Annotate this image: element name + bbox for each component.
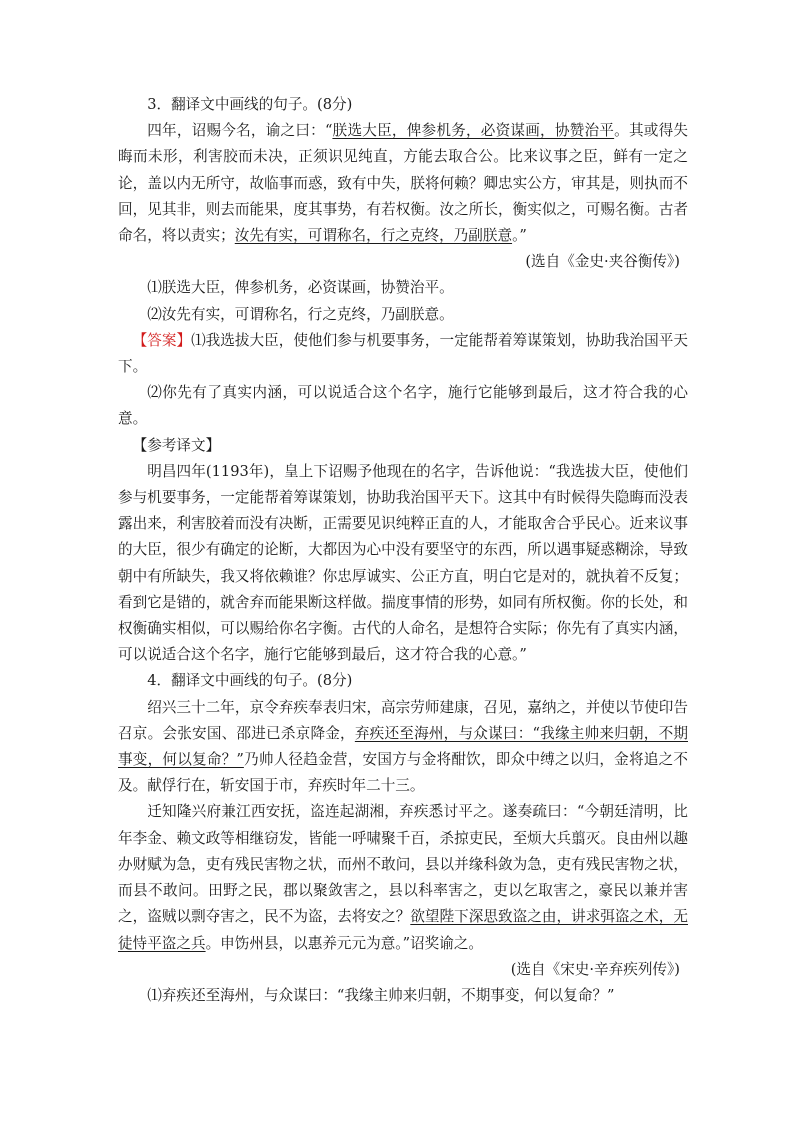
reference-translation-label: 【参考译文】	[132, 436, 221, 454]
underlined-sentence-3: 弃疾还至海州，与众谋曰：“我缘主帅来归朝，不期事变，何以复命？”	[118, 724, 688, 769]
question-3-answer-2: ⑵你先有了真实内涵，可以说适合这个名字，施行它能够到最后，这才符合我的心意。	[118, 384, 688, 428]
question-4-passage-1: 绍兴三十二年，京令弃疾奉表归宋，高宗劳师建康，召见，嘉纳之，并使以节使印告召京。会张安国、邵进已杀京降金，弃疾还至海州，与众谋曰：“我缘主帅来归朝，不期事变，何以复命？”乃帅人径趋金营，安国方与金将酣饮，即众中缚之以归，金将追之不及。献俘行在，斩安国于市，弃疾时年二十三。	[118, 698, 688, 795]
question-3-passage: 四年，诏赐今名，谕之曰：“朕选大臣，俾参机务，必资谋画，协赞治平。其或得失晦而未形，利害胶而未决，正须识见纯直，方能去取合公。比来议事之臣，鲜有一定之论，盖以内无所守，故临事而惑，致有中失，朕将何赖？卿忠实公方，审其是，则执而不回，见其非，则去而能果，度其事势，有若权衡。汝之所长，衡实似之，可赐名衡。古者命名，将以责实；汝先有实，可谓称名，行之克终，乃副朕意。”	[118, 122, 688, 245]
question-3-item-1: ⑴朕选大臣，俾参机务，必资谋画，协赞治平。	[147, 279, 454, 297]
reference-translation: 明昌四年(1193年)，皇上下诏赐予他现在的名字，告诉他说：“我选拔大臣，使他们参与机要事务，一定能帮着筹谋策划，协助我治国平天下。这其中有时候得失隐晦而没表露出来，利害胶着而没有决断，正需要见识纯粹正直的人，才能取舍合乎民心。近来议事的大臣，很少有确定的论断，大都因为心中没有要坚守的东西，所以遇事疑惑糊涂，导致朝中有所缺失，我又将依赖谁？你忠厚诚实、公正方直，明白它是对的，就执着不反复；看到它是错的，就舍弃而能果断这样做。揣度事情的形势，如同有所权衡。你的长处，和权衡确实相似，可以赐给你名字衡。古代的人命名，是想符合实际；你先有了真实内涵，可以说适合这个名字，施行它能够到最后，这才符合我的心意。”	[118, 462, 688, 664]
question-3-source: (选自《金史·夹谷衡传》)	[525, 253, 680, 271]
question-4-passage-2: 迁知隆兴府兼江西安抚，盗连起湖湘，弃疾悉讨平之。遂奏疏曰：“今朝廷清明，比年李金、赖文政等相继窃发，皆能一呼啸聚千百，杀掠吏民，至烦大兵翦灭。良由州以趣办财赋为急，吏有残民害物之状，而州不敢问，县以并缘科敛为急，吏有残民害物之状，而县不敢问。田野之民，郡以聚敛害之，县以科率害之，吏以乞取害之，豪民以兼并害之，盗贼以剽夺害之，民不为盗，去将安之？欲望陛下深思致盗之由，讲求弭盗之术，无徒恃平盗之兵。申饬州县，以惠养元元为意。”诏奖谕之。	[118, 803, 688, 952]
question-3-title: 3．翻译文中画线的句子。(8分)	[147, 96, 353, 113]
underlined-sentence-4: 欲望陛下深思致盗之由，讲求弭盗之术，无徒恃平盗之兵	[118, 908, 688, 952]
answer-label: 【答案】	[132, 331, 192, 349]
underlined-sentence-1: 朕选大臣，俾参机务，必资谋画，协赞治平	[332, 122, 615, 140]
question-3-answer-1: 【答案】⑴我选拔大臣，使他们参与机要事务，一定能帮着筹谋策划，协助我治国平天下。	[118, 331, 688, 376]
document-page	[118, 92, 688, 1009]
underlined-sentence-2: 汝先有实，可谓称名，行之克终，乃副朕意	[234, 227, 513, 245]
question-4-title: 4．翻译文中画线的句子。(8分)	[147, 672, 353, 690]
question-4-item-1: ⑴弃疾还至海州，与众谋曰：“我缘主帅来归朝，不期事变，何以复命？”	[147, 986, 615, 1004]
question-4-source: (选自《宋史·辛弃疾列传》)	[510, 960, 680, 978]
question-3-item-2: ⑵汝先有实，可谓称名，行之克终，乃副朕意。	[147, 305, 454, 323]
